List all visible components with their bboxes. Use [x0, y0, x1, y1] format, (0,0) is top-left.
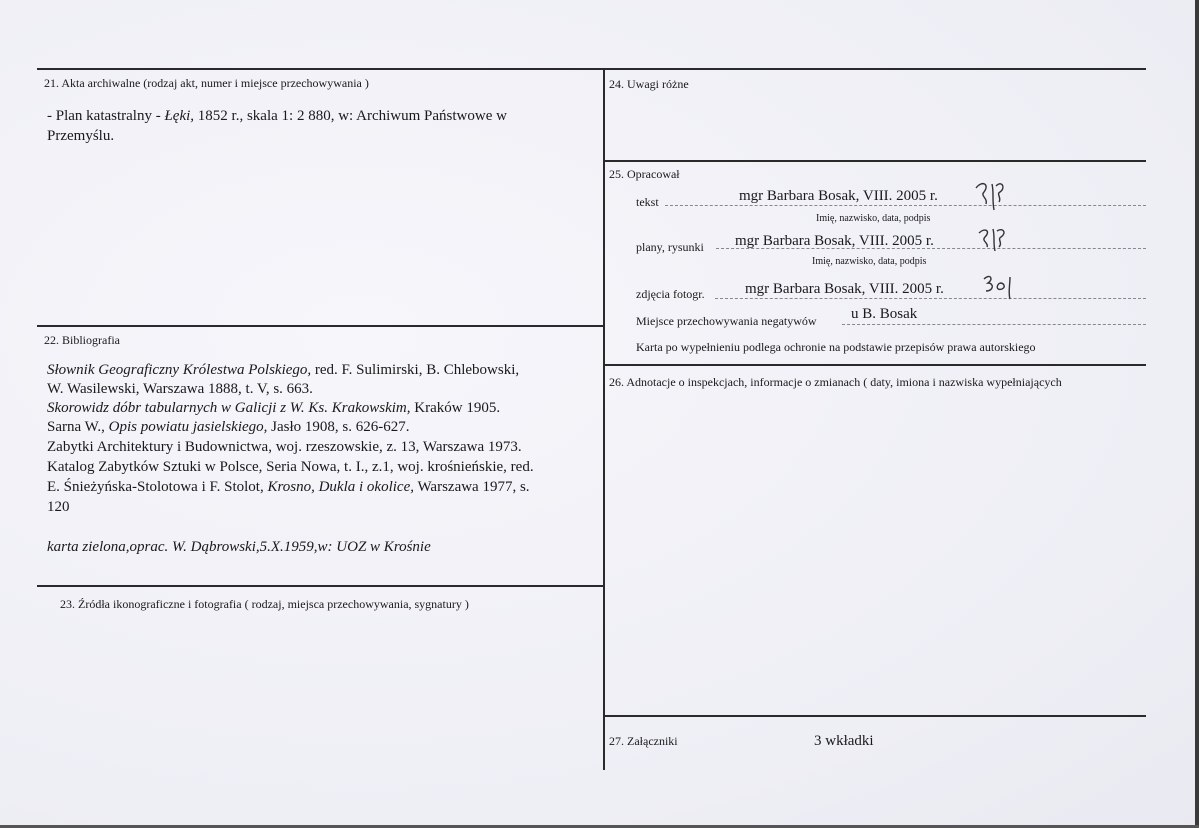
- section-27-label: 27. Załączniki: [609, 734, 678, 748]
- center-divider: [603, 68, 605, 770]
- bib-text: Sarna W.,: [47, 419, 109, 435]
- archive-place: Łęki,: [164, 108, 195, 124]
- archive-details: 1852 r., skala 1: 2 880, w: Archiwum Państwowe w: [194, 108, 507, 124]
- section-23-label: 23. Źródła ikonograficzne i fotografia ( rodzaj, miejsca przechowywania, sygnatury ): [60, 597, 469, 611]
- rule-22: [37, 325, 603, 327]
- bib-text: Warszawa 1977, s.: [413, 479, 530, 495]
- bib-title: Opis powiatu jasielskiego,: [108, 419, 268, 435]
- copyright-notice: Karta po wypełnieniu podlega ochronie na podstawie przepisów prawa autorskiego: [636, 340, 1036, 354]
- negatives-fill-line: [842, 324, 1146, 325]
- bib-row-7: [47, 477, 530, 497]
- section-21-label: 21. Akta archiwalne (rodzaj akt, numer i miejsce przechowywania ): [44, 76, 369, 90]
- signature-1: [972, 178, 1014, 212]
- rule-27: [605, 715, 1146, 717]
- zdjecia-value: mgr Barbara Bosak, VIII. 2005 r.: [745, 281, 944, 297]
- top-rule: [37, 68, 1146, 70]
- rule-23: [37, 585, 603, 587]
- section-24-label: 24. Uwagi różne: [609, 77, 689, 91]
- archive-prefix: - Plan katastralny -: [47, 108, 165, 124]
- rule-25: [605, 160, 1146, 162]
- bib-row-1: [47, 360, 519, 380]
- bib-row-6: Katalog Zabytków Sztuki w Polsce, Seria Nowa, t. I., z.1, woj. krośnieńskie, red.: [47, 459, 534, 475]
- bib-title: Słownik Geograficzny Królestwa Polskiego,: [47, 362, 312, 378]
- negatives-value: u B. Bosak: [851, 306, 918, 322]
- card-edge-right: [1195, 0, 1199, 828]
- bib-text: Kraków 1905.: [410, 400, 501, 416]
- section-25-label: 25. Opracował: [609, 167, 680, 181]
- section-26-label: 26. Adnotacje o inspekcjach, informacje o zmianach ( daty, imiona i nazwiska wypełniających: [609, 375, 1062, 389]
- plany-label: plany, rysunki: [636, 240, 704, 254]
- bib-row-9: karta zielona,oprac. W. Dąbrowski,5.X.1959,w: UOZ w Krośnie: [47, 539, 431, 555]
- bib-text: Jasło 1908, s. 626-627.: [267, 419, 410, 435]
- section-22-label: 22. Bibliografia: [44, 333, 120, 347]
- bib-row-5: Zabytki Architektury i Budownictwa, woj. rzeszowskie, z. 13, Warszawa 1973.: [47, 439, 522, 455]
- bib-row-4: [47, 417, 410, 437]
- bib-text: E. Śnieżyńska-Stolotowa i F. Stolot,: [47, 479, 268, 495]
- bib-row-2: W. Wasilewski, Warszawa 1888, t. V, s. 663.: [47, 381, 313, 397]
- bib-title: Krosno, Dukla i okolice,: [267, 479, 414, 495]
- signature-2: [975, 225, 1015, 255]
- tekst-value: mgr Barbara Bosak, VIII. 2005 r.: [739, 188, 938, 204]
- bib-text: red. F. Sulimirski, B. Chlebowski,: [311, 362, 520, 378]
- zdjecia-label: zdjęcia fotogr.: [636, 287, 705, 301]
- signature-3: [982, 271, 1026, 301]
- section-21-line-2: Przemyślu.: [47, 128, 115, 144]
- tekst-label: tekst: [636, 195, 659, 209]
- plany-value: mgr Barbara Bosak, VIII. 2005 r.: [735, 233, 934, 249]
- negatives-label: Miejsce przechowywania negatywów: [636, 314, 817, 328]
- section-21-line-1: [47, 106, 507, 126]
- bib-title: Skorowidz dóbr tabularnych w Galicji z W. Ks. Krakowskim,: [47, 400, 411, 416]
- hint-2: Imię, nazwisko, data, podpis: [812, 256, 927, 267]
- hint-1: Imię, nazwisko, data, podpis: [816, 213, 931, 224]
- bib-row-3: [47, 398, 500, 418]
- bib-row-8: 120: [47, 499, 70, 515]
- rule-26: [605, 364, 1146, 366]
- attachments-value: 3 wkładki: [814, 733, 874, 749]
